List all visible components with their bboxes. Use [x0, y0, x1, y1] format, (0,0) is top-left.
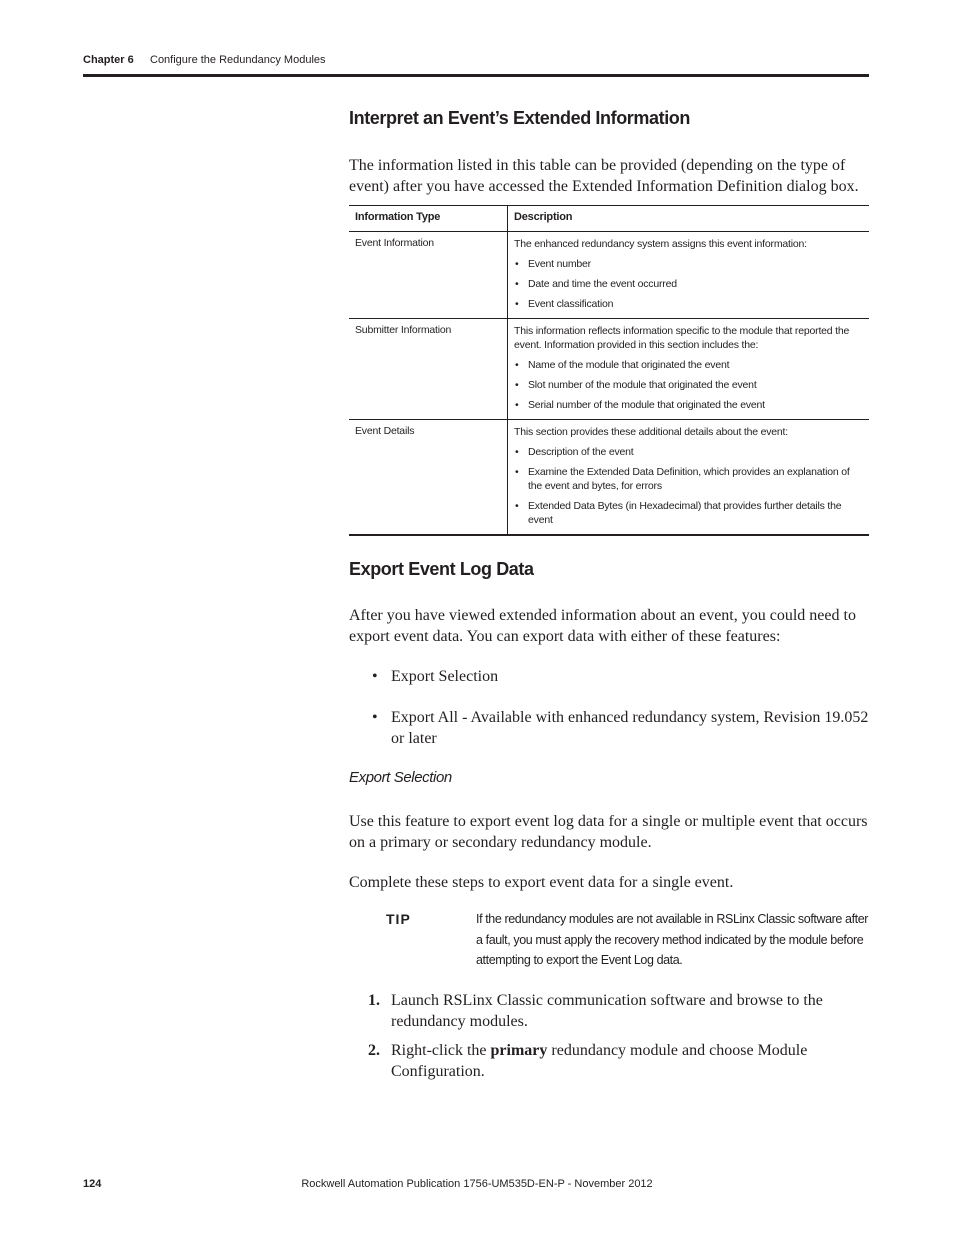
export-selection-description: Use this feature to export event log data for a single or multiple event that occurs on a primary or secondary redundancy module. — [349, 813, 868, 851]
cell-description — [508, 319, 870, 420]
cell-intro: This section provides these additional details about the event: — [514, 426, 788, 438]
steps-intro: Complete these steps to export event data for a single event. — [349, 874, 734, 891]
section-heading-export-event-log: Export Event Log Data — [349, 559, 534, 579]
list-item: • Extended Data Bytes (in Hexadecimal) that provides further details the event — [514, 499, 863, 527]
cell-information-type: Submitter Information — [349, 319, 508, 420]
bullet-icon: • — [372, 709, 378, 726]
chapter-label: Chapter 6 — [83, 54, 134, 66]
cell-description — [508, 232, 870, 319]
cell-information-type: Event Details — [349, 420, 508, 536]
list-item: • Name of the module that originated the event — [514, 358, 863, 372]
column-header-information-type: Information Type — [349, 206, 508, 232]
list-item: • Date and time the event occurred — [514, 277, 863, 291]
step-text-bold: primary — [490, 1042, 548, 1059]
cell-information-type: Event Information — [349, 232, 508, 319]
list-item: • Slot number of the module that originated the event — [514, 378, 863, 392]
step-1 — [349, 990, 869, 1032]
step-number: 2. — [368, 1042, 380, 1059]
step-text — [391, 1040, 869, 1082]
list-item: • Event classification — [514, 297, 863, 311]
cell-bullet-list — [514, 257, 863, 311]
cell-description — [508, 420, 870, 536]
list-item-text: Export Selection — [391, 668, 499, 685]
cell-bullet-list — [514, 445, 863, 527]
list-item: • Event number — [514, 257, 863, 271]
list-item: • Description of the event — [514, 445, 863, 459]
header-rule — [83, 74, 869, 77]
chapter-title: Configure the Redundancy Modules — [150, 54, 326, 66]
table-row — [349, 319, 869, 420]
tip-text: If the redundancy modules are not available in RSLinx Classic software after a fault, you must apply the recovery method indicated by the module before attempting to export the Event Log data. — [476, 912, 869, 967]
step-text-post: redundancy module and choose Module Configuration. — [391, 1042, 808, 1080]
subheading-export-selection: Export Selection — [349, 769, 452, 786]
table-row — [349, 420, 869, 536]
table-header-row — [349, 206, 869, 232]
cell-intro: The enhanced redundancy system assigns this event information: — [514, 238, 807, 250]
list-item — [372, 666, 869, 687]
bullet-icon: • — [372, 668, 378, 685]
list-item-text: Export All - Available with enhanced redundancy system, Revision 19.052 or later — [391, 709, 869, 747]
list-item: • Serial number of the module that originated the event — [514, 398, 863, 412]
information-table — [349, 205, 869, 536]
column-header-description: Description — [514, 211, 573, 223]
step-2 — [349, 1040, 869, 1082]
step-number: 1. — [368, 992, 380, 1009]
list-item — [372, 707, 869, 749]
step-text-pre: Right-click the — [391, 1042, 491, 1059]
cell-bullet-list — [514, 358, 863, 412]
table-row — [349, 232, 869, 319]
cell-intro: This information reflects information specific to the module that reported the event. Information provided in this section includes the: — [514, 325, 850, 351]
tip-label: TIP — [386, 911, 411, 927]
step-text: Launch RSLinx Classic communication software and browse to the redundancy modules. — [391, 992, 823, 1030]
footer-publication: Rockwell Automation Publication 1756-UM535D-EN-P - November 2012 — [301, 1178, 653, 1190]
page-number: 124 — [83, 1178, 102, 1190]
list-item: • Examine the Extended Data Definition, which provides an explanation of the event and bytes, for errors — [514, 465, 863, 493]
section-intro-extended-info: The information listed in this table can be provided (depending on the type of event) after you have accessed the Extended Information Definition dialog box. — [349, 157, 859, 195]
section-heading-extended-info: Interpret an Event’s Extended Information — [349, 108, 690, 128]
section-intro-export-event-log: After you have viewed extended information about an event, you could need to export event data. You can export data with either of these features: — [349, 607, 856, 645]
